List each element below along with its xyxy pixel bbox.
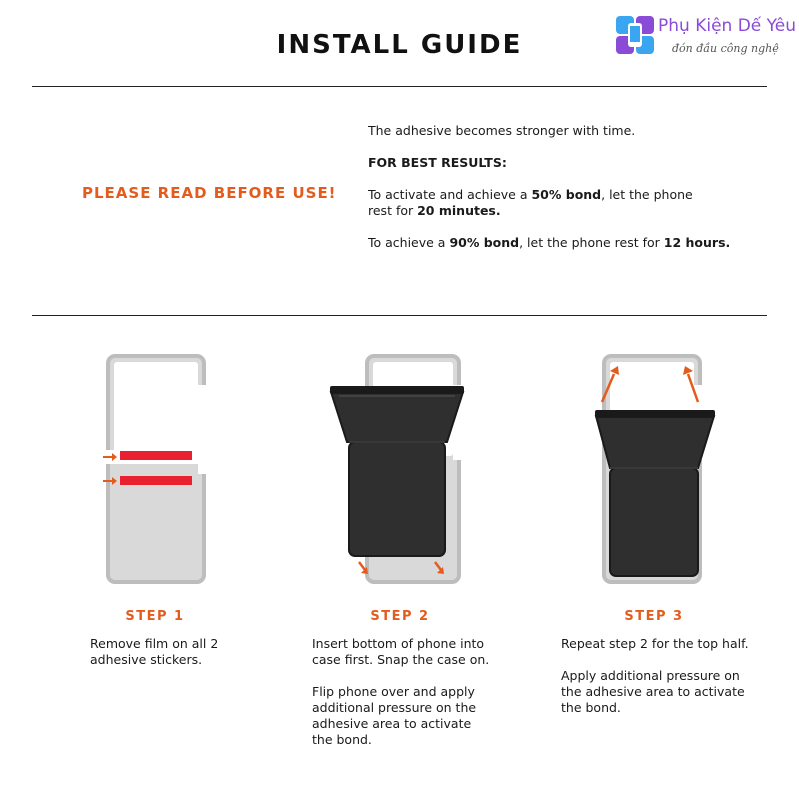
info-heading: FOR BEST RESULTS: — [368, 155, 507, 170]
brand-tagline: đón đầu công nghệ — [672, 42, 779, 55]
divider-middle — [32, 315, 767, 316]
brand-logo — [614, 12, 797, 62]
phone-insert-top-icon — [590, 350, 720, 590]
divider-top — [32, 86, 767, 87]
step-2-text: Insert bottom of phone into case first. Snap the case on. Flip phone over and apply additional pressure on the adhesive area to activate the bond. — [312, 636, 490, 747]
page-title: INSTALL GUIDE — [276, 30, 523, 60]
step-2-label: STEP 2 — [370, 609, 430, 624]
adhesive-info — [368, 123, 758, 267]
step-1-label: STEP 1 — [125, 609, 185, 624]
step-3-text: Repeat step 2 for the top half. Apply additional pressure on the adhesive area to activate the bond. — [561, 636, 749, 715]
brand-name: Phụ Kiện Dế Yêu — [658, 16, 797, 36]
warning-heading: PLEASE READ BEFORE USE! — [82, 184, 337, 202]
info-intro: The adhesive becomes stronger with time. — [368, 123, 636, 138]
step-1-text: Remove film on all 2 adhesive stickers. — [90, 636, 219, 667]
info-line-50: To activate and achieve a 50% bond, let the phone rest for 20 minutes. — [368, 187, 693, 218]
info-line-90: To achieve a 90% bond, let the phone rest for 12 hours. — [368, 235, 731, 250]
step-3-label: STEP 3 — [624, 609, 684, 624]
phone-squares-logo-icon — [614, 14, 656, 56]
phone-insert-bottom-icon — [325, 350, 470, 590]
phone-case-stickers-icon — [100, 350, 215, 590]
